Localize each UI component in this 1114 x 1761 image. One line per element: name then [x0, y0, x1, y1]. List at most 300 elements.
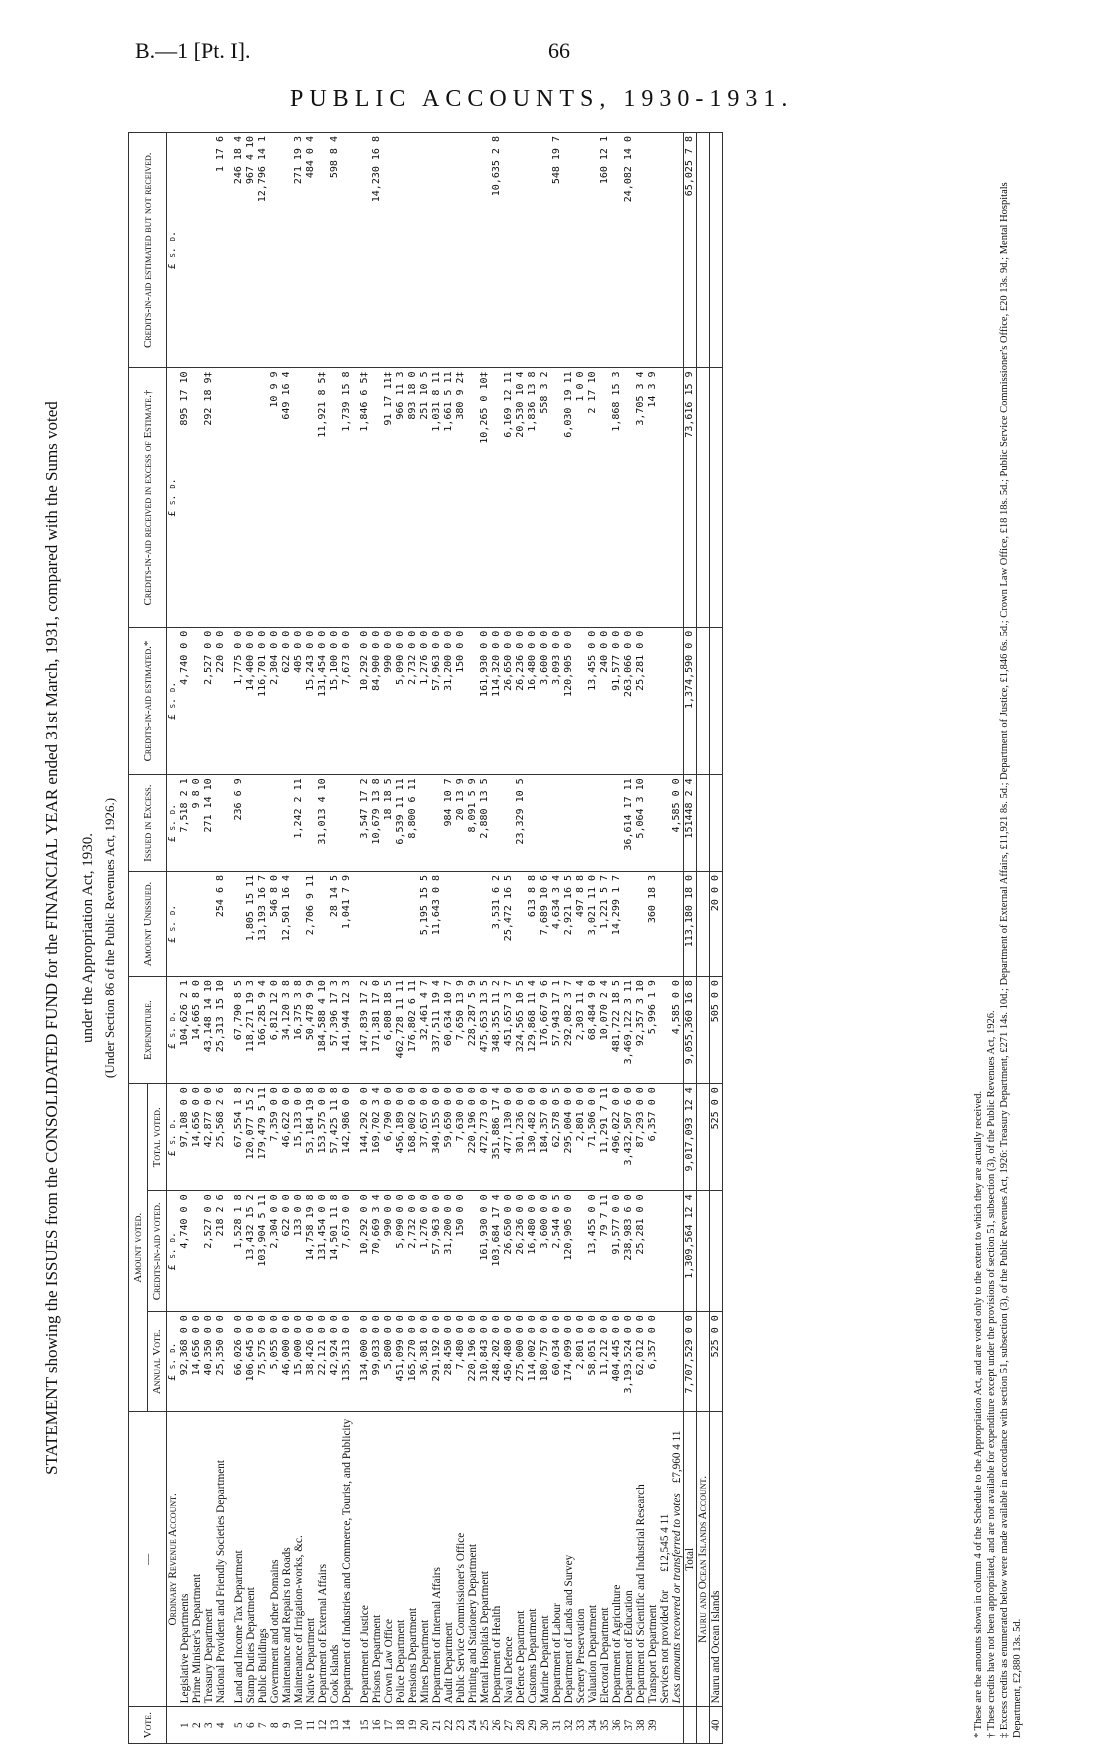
amount-annual: 5,055 0 0 — [269, 1312, 281, 1412]
amount-exp: 176,667 9 6 — [539, 977, 551, 1084]
amount-crec — [623, 368, 635, 627]
table-row — [419, 133, 431, 1744]
amount-exp: 166,285 9 4 — [257, 977, 269, 1084]
col-credits-voted: Credits-in-aid voted. — [148, 1191, 167, 1312]
table-row — [539, 133, 551, 1744]
amount-total: 120,077 15 2 — [245, 1084, 257, 1191]
amount-unissued — [407, 871, 419, 976]
vote-number: 4 — [215, 1707, 227, 1744]
amount-cest: 84,900 0 0 — [371, 627, 383, 775]
services-label: Services not provided for — [659, 1589, 671, 1704]
vote-number — [684, 1707, 697, 1744]
account-name: Scenery Preservation — [575, 1412, 587, 1707]
amount-crec — [371, 368, 383, 627]
account-name: Department of Health — [491, 1412, 503, 1707]
amount-annual: 525 0 0 — [710, 1312, 723, 1412]
amount-empty — [697, 627, 710, 775]
amount-cnot — [647, 133, 659, 368]
amount-cest: 7,673 0 0 — [341, 627, 353, 775]
amount-annual: 92,368 0 0 — [179, 1312, 191, 1412]
account-name: Defence Department — [515, 1412, 527, 1707]
amount-annual: 220,196 0 0 — [467, 1312, 479, 1412]
amount-crec: 893 18 0 — [407, 368, 419, 627]
table-row — [479, 133, 491, 1744]
amount-empty — [659, 133, 671, 368]
services-expenditure: 4,585 0 0 — [671, 977, 684, 1084]
amount-unissued — [455, 871, 467, 976]
units-label: £ s. d. — [167, 1312, 180, 1412]
amount-exp: 3,469,122 3 11 — [623, 977, 635, 1084]
amount-unissued: 1,221 5 7 — [599, 871, 611, 976]
account-name: Department of Justice — [359, 1412, 371, 1707]
amount-annual: 58,051 0 0 — [587, 1312, 599, 1412]
vote-number: 3 — [203, 1707, 215, 1744]
amount-excess: 7,518 2 1 — [179, 775, 191, 872]
amount-excess — [431, 775, 443, 872]
table-row — [317, 133, 329, 1744]
amount-cvoted: 133 0 0 — [293, 1191, 305, 1312]
amount-unissued: 28 14 5 — [329, 871, 341, 976]
amount-crec: 1,661 5 11 — [443, 368, 455, 627]
amount-exp: 60,634 10 7 — [443, 977, 455, 1084]
issues-table — [128, 132, 723, 1744]
account-name: Department of Lands and Survey — [563, 1412, 575, 1707]
amount-total: 351,886 17 4 — [491, 1084, 503, 1191]
vote-number: 13 — [329, 1707, 341, 1744]
amount-crec: 380 9 2‡ — [455, 368, 467, 627]
amount-exp: 25,313 15 10 — [215, 977, 227, 1084]
amount-cnot — [269, 133, 281, 368]
amount-cnot — [503, 133, 515, 368]
amount-cnot — [341, 133, 353, 368]
amount-cest: 3,093 0 0 — [551, 627, 563, 775]
amount-empty — [671, 871, 684, 976]
section-nauru: Nauru and Ocean Islands Account. — [697, 1412, 710, 1707]
amount-cest: 120,905 0 0 — [563, 627, 575, 775]
amount-exp: 171,381 17 0 — [371, 977, 383, 1084]
account-name: Prisons Department — [371, 1412, 383, 1707]
amount-cvoted: 990 0 0 — [383, 1191, 395, 1312]
amount-empty — [671, 1191, 684, 1312]
account-name: Department of Internal Affairs — [431, 1412, 443, 1707]
amount-excess: 23,329 10 5 — [515, 775, 527, 872]
amount-unissued — [317, 871, 329, 976]
amount-cest: 161,930 0 0 — [479, 627, 491, 775]
services-amount: £12,545 4 11 — [659, 1513, 671, 1572]
table-row — [443, 133, 455, 1744]
amount-empty — [710, 133, 723, 368]
amount-cvoted: 26,236 0 0 — [515, 1191, 527, 1312]
vote-number: 32 — [563, 1707, 575, 1744]
amount-empty — [710, 368, 723, 627]
amount-unissued — [179, 871, 191, 976]
account-name: Department of Agriculture — [611, 1412, 623, 1707]
amount-annual: 135,313 0 0 — [341, 1312, 353, 1412]
amount-empty — [697, 977, 710, 1084]
amount-cest: 4,740 0 0 — [179, 627, 191, 775]
vote-number — [659, 1707, 671, 1744]
amount-unissued — [233, 871, 245, 976]
amount-annual: 11,212 0 0 — [599, 1312, 611, 1412]
amount-cvoted: 150 0 0 — [455, 1191, 467, 1312]
amount-total: 456,189 0 0 — [395, 1084, 407, 1191]
amount-exp: 104,626 2 1 — [179, 977, 191, 1084]
statement-landscape — [40, 128, 1070, 1748]
amount-cvoted: 103,904 5 11 — [257, 1191, 269, 1312]
table-row — [515, 133, 527, 1744]
amount-total: 37,657 0 0 — [419, 1084, 431, 1191]
table-row — [329, 133, 341, 1744]
account-name: Government and other Domains — [269, 1412, 281, 1707]
table-row — [431, 133, 443, 1744]
amount-cnot: 24,082 14 0 — [623, 133, 635, 368]
amount-cvoted: 14,758 19 8 — [305, 1191, 317, 1312]
amount-exp: 147,839 17 2 — [359, 977, 371, 1084]
amount-excess: 3,547 17 2 — [359, 775, 371, 872]
table-row — [407, 133, 419, 1744]
amount-total: 130,482 0 0 — [527, 1084, 539, 1191]
amount-crec: 20,530 10 4 — [515, 368, 527, 627]
amount-excess: 20 13 9 — [455, 775, 467, 872]
amount-cest: 622 0 0 — [281, 627, 293, 775]
total-annual: 7,707,529 0 0 — [684, 1312, 697, 1412]
amount-cnot: 1 17 6 — [215, 133, 227, 368]
amount-cnot — [317, 133, 329, 368]
section-row — [697, 133, 710, 1744]
col-expenditure: Expenditure. — [129, 977, 167, 1084]
amount-exp: 6,808 18 5 — [383, 977, 395, 1084]
amount-cvoted: 1,276 0 0 — [419, 1191, 431, 1312]
amount-cvoted: 2,732 0 0 — [407, 1191, 419, 1312]
amount-total: 142,986 0 0 — [341, 1084, 353, 1191]
amount-crec — [191, 368, 203, 627]
amount-exp: 324,565 10 5 — [515, 977, 527, 1084]
amount-total: 2,801 0 0 — [575, 1084, 587, 1191]
account-name: Marine Department — [539, 1412, 551, 1707]
amount-unissued: 3,021 11 0 — [587, 871, 599, 976]
amount-annual: 6,357 0 0 — [647, 1312, 659, 1412]
account-name: Department of Scientific and Industrial Research — [635, 1412, 647, 1707]
amount-total: 15,133 0 0 — [293, 1084, 305, 1191]
amount-unissued — [383, 871, 395, 976]
account-name: Electoral Department — [599, 1412, 611, 1707]
amount-cest: 240 0 0 — [599, 627, 611, 775]
amount-empty — [710, 1191, 723, 1312]
amount-empty — [710, 627, 723, 775]
statement-subcaption: under the Appropriation Act, 1930. — [80, 833, 96, 1043]
amount-cvoted: 26,650 0 0 — [503, 1191, 515, 1312]
account-name: Legislative Departments — [179, 1412, 191, 1707]
amount-total: 477,130 0 0 — [503, 1084, 515, 1191]
account-name: Department of Labour — [551, 1412, 563, 1707]
amount-cvoted: 218 2 6 — [215, 1191, 227, 1312]
table-row — [179, 133, 191, 1744]
amount-excess — [419, 775, 431, 872]
account-name: Crown Law Office — [383, 1412, 395, 1707]
amount-excess: 2,880 13 5 — [479, 775, 491, 872]
amount-unissued — [443, 871, 455, 976]
amount-crec — [329, 368, 341, 627]
col-credits-estimated: Credits-in-aid estimated.* — [129, 627, 167, 775]
vote-number: 6 — [245, 1707, 257, 1744]
amount-exp: 6,812 12 0 — [269, 977, 281, 1084]
table-row — [215, 133, 227, 1744]
amount-annual: 15,000 0 0 — [293, 1312, 305, 1412]
amount-cnot: 271 19 3 — [293, 133, 305, 368]
col-total-voted: Total voted. — [148, 1084, 167, 1191]
table-row — [527, 133, 539, 1744]
vote-number: 15 — [359, 1707, 371, 1744]
amount-total: 301,236 0 0 — [515, 1084, 527, 1191]
amount-cest — [647, 627, 659, 775]
amount-cest: 26,650 0 0 — [503, 627, 515, 775]
table-row — [245, 133, 257, 1744]
vote-number: 31 — [551, 1707, 563, 1744]
amount-unissued: 7,689 10 6 — [539, 871, 551, 976]
services-excess: 4,585 0 0 — [671, 775, 684, 872]
amount-cvoted: 2,527 0 0 — [203, 1191, 215, 1312]
account-name: Audit Department — [443, 1412, 455, 1707]
amount-unissued — [479, 871, 491, 976]
amount-total: 3,432,507 6 0 — [623, 1084, 635, 1191]
amount-unissued: 13,193 16 7 — [257, 871, 269, 976]
total-crec: 73,616 15 9 — [684, 368, 697, 627]
amount-crec: 11,921 8 5‡ — [317, 368, 329, 627]
vote-number: 20 — [419, 1707, 431, 1744]
amount-cest: 26,236 0 0 — [515, 627, 527, 775]
section-ordinary-revenue: Ordinary Revenue Account. — [167, 1412, 180, 1707]
amount-unissued — [635, 871, 647, 976]
amount-annual: 5,800 0 0 — [383, 1312, 395, 1412]
footnote-double-dagger: ‡ Excess credits as enumerated below were made available in accordance with section 51, subsection (3), of the Public Revenues Act, 1926: Treasury Department, £271 14s. 10d.; Department of External Affairs, £11,921 8s. 5d.; Department of Justice, £1,846 6s. 5d.; Crown Law Office, £18 18s. 5d.; Public Service Commissioner's Office, £20 13s. 9d.; Mental Hospitals Department, £2,880 13s. 5d. — [999, 182, 1023, 1738]
total-cnot: 65,025 7 8 — [684, 133, 697, 368]
statement-act-reference: (Under Section 86 of the Public Revenues Act, 1926.) — [102, 797, 117, 1079]
amount-cvoted: 7,673 0 0 — [341, 1191, 353, 1312]
amount-empty — [659, 775, 671, 872]
total-cest: 1,374,590 0 0 — [684, 627, 697, 775]
amount-cvoted: 1,528 1 8 — [233, 1191, 245, 1312]
amount-unissued: 2,706 9 11 — [305, 871, 317, 976]
amount-annual: 180,757 0 0 — [539, 1312, 551, 1412]
vote-number: 23 — [455, 1707, 467, 1744]
vote-number: 40 — [710, 1707, 723, 1744]
vote-number: 8 — [269, 1707, 281, 1744]
table-row — [563, 133, 575, 1744]
amount-cest: 150 0 0 — [455, 627, 467, 775]
amount-cest: 25,281 0 0 — [635, 627, 647, 775]
services-less-amount: £7,960 4 11 — [671, 1430, 683, 1484]
amount-excess — [503, 775, 515, 872]
total-excess: 151448 2 4 — [684, 775, 697, 872]
amount-cnot — [443, 133, 455, 368]
vote-number: 5 — [233, 1707, 245, 1744]
amount-cnot: 548 19 7 — [551, 133, 563, 368]
vote-number: 1 — [179, 1707, 191, 1744]
table-row — [635, 133, 647, 1744]
amount-cvoted: 13,432 15 2 — [245, 1191, 257, 1312]
amount-empty — [697, 133, 710, 368]
amount-total: 11,291 7 11 — [599, 1084, 611, 1191]
table-row — [293, 133, 305, 1744]
amount-excess — [281, 775, 293, 872]
table-row — [191, 133, 203, 1744]
amount-total: 59,650 0 0 — [443, 1084, 455, 1191]
services-not-provided — [659, 1412, 671, 1707]
vote-number: 34 — [587, 1707, 599, 1744]
amount-unissued — [467, 871, 479, 976]
amount-annual: 275,000 0 0 — [515, 1312, 527, 1412]
amount-exp: 68,484 9 0 — [587, 977, 599, 1084]
amount-cnot — [479, 133, 491, 368]
amount-total: 220,196 0 0 — [467, 1084, 479, 1191]
amount-unissued — [293, 871, 305, 976]
amount-cvoted: 238,983 6 0 — [623, 1191, 635, 1312]
account-name: Prime Minister's Department — [191, 1412, 203, 1707]
amount-excess — [245, 775, 257, 872]
amount-exp: 348,355 11 2 — [491, 977, 503, 1084]
vote-number: 39 — [647, 1707, 659, 1744]
amount-cnot: 246 18 4 — [233, 133, 245, 368]
units-label: £ s. d. — [167, 871, 180, 976]
amount-annual: 165,270 0 0 — [407, 1312, 419, 1412]
amount-cvoted: 622 0 0 — [281, 1191, 293, 1312]
header-document-code: B.—1 [Pt. I]. — [135, 38, 251, 63]
amount-cest: 1,775 0 0 — [233, 627, 245, 775]
amount-total: 97,108 0 0 — [179, 1084, 191, 1191]
amount-annual: 38,426 0 0 — [305, 1312, 317, 1412]
amount-empty — [671, 1084, 684, 1191]
amount-annual: 450,480 0 0 — [503, 1312, 515, 1412]
amount-empty — [671, 627, 684, 775]
amount-crec — [551, 368, 563, 627]
amount-annual: 60,034 0 0 — [551, 1312, 563, 1412]
table-row — [710, 133, 723, 1744]
amount-cest: 91,577 0 0 — [611, 627, 623, 775]
amount-cest — [191, 627, 203, 775]
amount-cvoted: 79 7 11 — [599, 1191, 611, 1312]
amount-cvoted — [467, 1191, 479, 1312]
amount-cvoted: 4,740 0 0 — [179, 1191, 191, 1312]
amount-cest — [467, 627, 479, 775]
amount-unissued — [395, 871, 407, 976]
amount-cvoted: 14,501 11 8 — [329, 1191, 341, 1312]
amount-cnot — [635, 133, 647, 368]
vote-number: 29 — [527, 1707, 539, 1744]
amount-exp: 50,478 9 9 — [305, 977, 317, 1084]
vote-number: 9 — [281, 1707, 293, 1744]
amount-cvoted: 5,090 0 0 — [395, 1191, 407, 1312]
account-name: National Provident and Friendly Societies Department — [215, 1412, 227, 1707]
amount-crec — [245, 368, 257, 627]
amount-total: 349,155 0 0 — [431, 1084, 443, 1191]
amount-cest: 131,454 0 0 — [317, 627, 329, 775]
amount-annual: 75,575 0 0 — [257, 1312, 269, 1412]
vote-number: 12 — [317, 1707, 329, 1744]
account-name: Pensions Department — [407, 1412, 419, 1707]
amount-unissued: 613 8 8 — [527, 871, 539, 976]
table-row — [551, 133, 563, 1744]
amount-exp: 57,396 17 3 — [329, 977, 341, 1084]
amount-exp: 32,461 4 7 — [419, 977, 431, 1084]
account-name: Maintenance of Irrigation-works, &c. — [293, 1412, 305, 1707]
account-name: Valuation Department — [587, 1412, 599, 1707]
account-name: Department of Industries and Commerce, Tourist, and Publicity — [341, 1412, 353, 1707]
account-name: Stamp Duties Department — [245, 1412, 257, 1707]
amount-cnot — [575, 133, 587, 368]
amount-crec — [305, 368, 317, 627]
amount-crec: 1,739 15 8 — [341, 368, 353, 627]
amount-cnot — [587, 133, 599, 368]
amount-cnot — [395, 133, 407, 368]
amount-excess — [215, 775, 227, 872]
account-name: Department of External Affairs — [317, 1412, 329, 1707]
amount-cest: 990 0 0 — [383, 627, 395, 775]
account-name: Native Department — [305, 1412, 317, 1707]
table-row — [623, 133, 635, 1744]
vote-number: 16 — [371, 1707, 383, 1744]
total-total: 9,017,093 12 4 — [684, 1084, 697, 1191]
amount-cnot — [191, 133, 203, 368]
amount-crec: 3,705 3 4 — [635, 368, 647, 627]
amount-exp: 43,148 14 10 — [203, 977, 215, 1084]
amount-cvoted: 3,600 0 0 — [539, 1191, 551, 1312]
amount-annual: 66,026 0 0 — [233, 1312, 245, 1412]
amount-crec: 1,868 15 3 — [611, 368, 623, 627]
amount-excess: 8,091 5 9 — [467, 775, 479, 872]
amount-cnot — [467, 133, 479, 368]
amount-total: 295,004 0 0 — [563, 1084, 575, 1191]
amount-exp: 57,943 17 1 — [551, 977, 563, 1084]
table-row — [575, 133, 587, 1744]
amount-annual: 7,480 0 0 — [455, 1312, 467, 1412]
vote-number: 38 — [635, 1707, 647, 1744]
amount-total: 525 0 0 — [710, 1084, 723, 1191]
amount-total: 7,630 0 0 — [455, 1084, 467, 1191]
amount-exp: 7,650 13 9 — [455, 977, 467, 1084]
amount-excess — [329, 775, 341, 872]
amount-total: 496,022 0 0 — [611, 1084, 623, 1191]
total-unissued: 113,180 18 0 — [684, 871, 697, 976]
amount-annual: 404,445 0 0 — [611, 1312, 623, 1412]
amount-cnot — [281, 133, 293, 368]
amount-cvoted: 16,480 0 0 — [527, 1191, 539, 1312]
amount-excess: 5,064 3 10 — [635, 775, 647, 872]
amount-crec — [467, 368, 479, 627]
amount-crec: 10 9 9 — [269, 368, 281, 627]
amount-annual: 36,381 0 0 — [419, 1312, 431, 1412]
amount-total: 6,790 0 0 — [383, 1084, 395, 1191]
amount-total: 42,877 0 0 — [203, 1084, 215, 1191]
table-row — [647, 133, 659, 1744]
amount-cvoted: 161,930 0 0 — [479, 1191, 491, 1312]
amount-exp: 451,657 3 7 — [503, 977, 515, 1084]
total-row — [684, 133, 697, 1744]
units-label: £ s. d. — [167, 1191, 180, 1312]
amount-annual: 2,801 0 0 — [575, 1312, 587, 1412]
total-exp: 9,055,360 16 8 — [684, 977, 697, 1084]
amount-empty — [697, 1191, 710, 1312]
amount-unissued — [623, 871, 635, 976]
amount-annual: 14,656 0 0 — [191, 1312, 203, 1412]
amount-unissued: 3,531 6 2 — [491, 871, 503, 976]
amount-cest: 405 0 0 — [293, 627, 305, 775]
vote-number: 7 — [257, 1707, 269, 1744]
amount-annual: 114,002 0 0 — [527, 1312, 539, 1412]
table-row — [587, 133, 599, 1744]
amount-cest: 31,200 0 0 — [443, 627, 455, 775]
amount-unissued: 2,921 16 5 — [563, 871, 575, 976]
account-name: Nauru and Ocean Islands — [710, 1412, 723, 1707]
